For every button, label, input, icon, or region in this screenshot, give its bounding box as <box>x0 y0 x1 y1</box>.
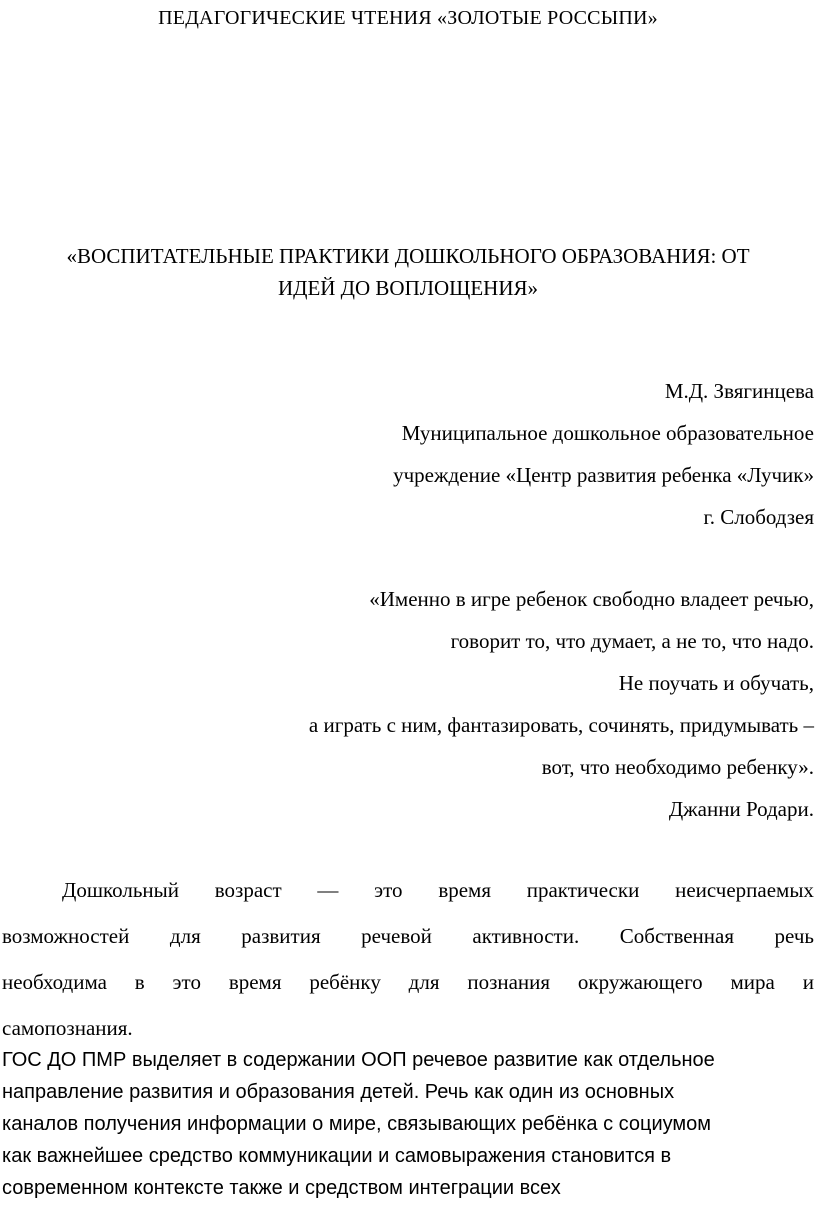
paragraph-word: речь <box>774 924 814 948</box>
paragraph-line <box>2 913 814 959</box>
author-block <box>214 370 814 538</box>
epigraph-line: вот, что необходимо ребенку». <box>541 755 814 779</box>
author-organization-line: учреждение «Центр развития ребенка «Лучик» <box>393 463 814 487</box>
paragraph-line: каналов получения информации о мире, связывающих ребёнка с социумом <box>2 1113 712 1135</box>
author-city: г. Слободзея <box>703 505 814 529</box>
paragraph-word: Дошкольный <box>62 878 179 902</box>
epigraph-line: говорит то, что думает, а не то, что надо. <box>450 629 814 653</box>
paragraph-word: и <box>802 970 814 994</box>
author-organization-line: Муниципальное дошкольное образовательное <box>401 421 814 445</box>
paragraph-word: время <box>228 970 282 994</box>
paragraph-line: современном контексте также и средством интеграции всех <box>2 1177 561 1199</box>
paragraph-word: активности. <box>472 924 580 948</box>
paragraph-line: как важнейшее средство коммуникации и самовыражения становится в <box>2 1145 672 1167</box>
epigraph-line: а играть с ним, фантазировать, сочинять, придумывать – <box>308 713 814 737</box>
paragraph-word: для <box>169 924 201 948</box>
paragraph-word: возраст <box>214 878 282 902</box>
paragraph-word: познания <box>467 970 551 994</box>
paragraph-word: время <box>438 878 491 902</box>
paragraph-line <box>2 867 814 913</box>
paragraph-word: необходима <box>2 970 107 994</box>
paragraph-word: ребёнку <box>309 970 381 994</box>
paragraph-word: речевой <box>361 924 432 948</box>
paragraph-line: направление развития и образования детей. Речь как один из основных <box>2 1081 675 1103</box>
paragraph-line: ГОС ДО ПМР выделяет в содержании ООП речевое развитие как отдельное <box>2 1049 715 1071</box>
epigraph-line: «Именно в игре ребенок свободно владеет речью, <box>369 587 814 611</box>
paragraph-word: неисчерпаемых <box>675 878 814 902</box>
epigraph <box>114 578 814 830</box>
paragraph-word: — <box>317 878 339 902</box>
paragraph-word: Собственная <box>619 924 735 948</box>
article-title-line: «ВОСПИТАТЕЛЬНЫЕ ПРАКТИКИ ДОШКОЛЬНОГО ОБРАЗОВАНИЯ: ОТ <box>66 244 750 268</box>
author-name: М.Д. Звягинцева <box>664 379 814 403</box>
paragraph-word: окружающего <box>577 970 703 994</box>
body-paragraph-1 <box>2 867 814 1051</box>
epigraph-attribution: Джанни Родари. <box>668 797 814 821</box>
paragraph-word: практически <box>526 878 640 902</box>
body-paragraph-2 <box>2 1044 814 1204</box>
paragraph-word: это <box>172 970 201 994</box>
epigraph-line: Не поучать и обучать, <box>618 671 814 695</box>
paragraph-line: самопознания. <box>2 1016 133 1040</box>
paragraph-word: это <box>374 878 403 902</box>
paragraph-word: в <box>134 970 145 994</box>
paragraph-line <box>2 959 814 1005</box>
paragraph-word: для <box>408 970 440 994</box>
paragraph-word: возможностей <box>2 924 130 948</box>
article-title <box>0 240 816 304</box>
paragraph-word: мира <box>730 970 775 994</box>
conference-title: ПЕДАГОГИЧЕСКИЕ ЧТЕНИЯ «ЗОЛОТЫЕ РОССЫПИ» <box>158 7 658 29</box>
paragraph-word: развития <box>241 924 321 948</box>
article-title-line: ИДЕЙ ДО ВОПЛОЩЕНИЯ» <box>277 276 539 300</box>
